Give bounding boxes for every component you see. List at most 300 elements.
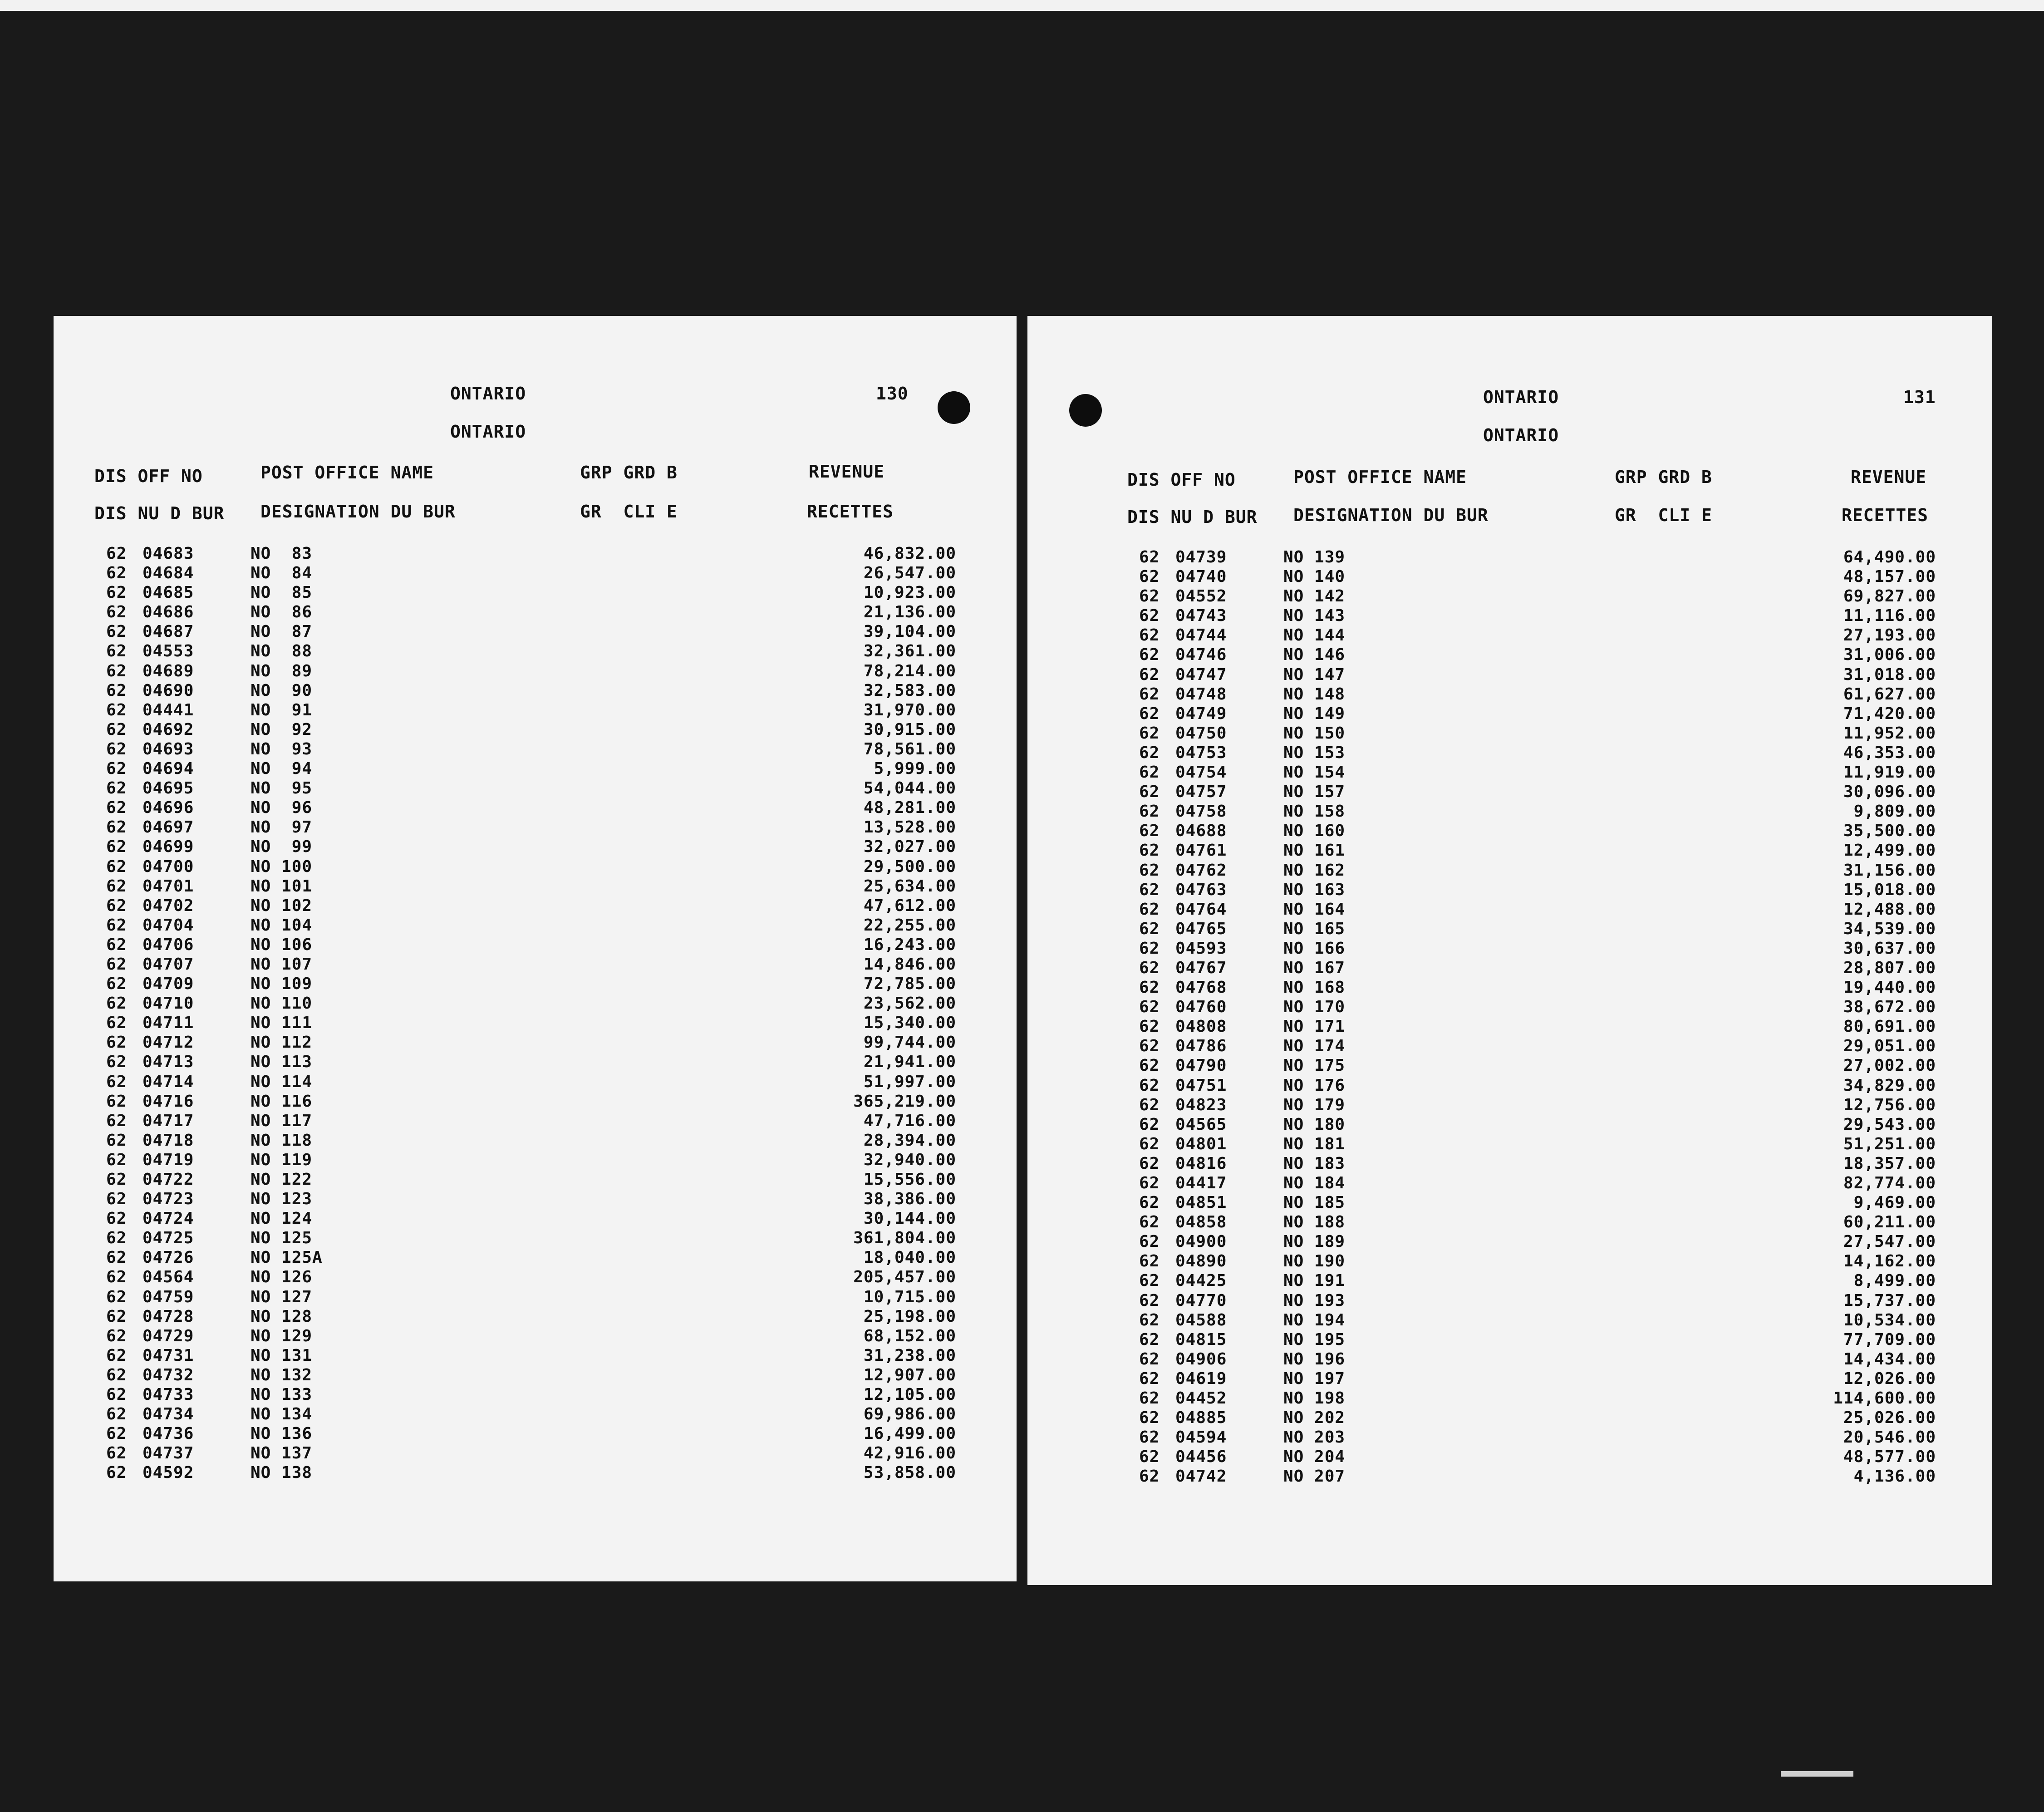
table-row (106, 935, 956, 955)
table-row (106, 583, 956, 602)
table-row (1139, 900, 1936, 919)
table-row (106, 661, 956, 681)
post-office-name-cell: NO 86 (251, 603, 313, 622)
office-number-cell: 04726 (142, 1248, 194, 1267)
table-row (106, 1209, 956, 1228)
post-office-name-cell: NO 119 (251, 1150, 313, 1169)
table-row (106, 1463, 956, 1482)
revenue-cell: 11,116.00 (1843, 606, 1936, 625)
post-office-name-cell: NO 109 (251, 975, 313, 994)
revenue-cell: 68,152.00 (863, 1326, 956, 1345)
office-number-cell: 04858 (1175, 1213, 1227, 1232)
page-131 (1027, 316, 1992, 1585)
post-office-name-cell: NO 100 (251, 857, 313, 876)
office-number-cell: 04699 (142, 837, 194, 857)
post-office-name-cell: NO 127 (251, 1287, 313, 1306)
revenue-cell: 9,809.00 (1853, 802, 1936, 821)
post-office-name-cell: NO 133 (251, 1385, 313, 1404)
district-cell: 62 (1139, 665, 1160, 684)
post-office-name-cell: NO 142 (1283, 587, 1346, 606)
district-cell: 62 (1139, 1271, 1160, 1290)
office-number-cell: 04713 (142, 1053, 194, 1072)
district-cell: 62 (1139, 1056, 1160, 1075)
office-number-cell: 04592 (142, 1463, 194, 1482)
post-office-name-cell: NO 146 (1283, 645, 1346, 665)
revenue-cell: 12,105.00 (863, 1385, 956, 1404)
post-office-name-cell: NO 195 (1283, 1330, 1346, 1349)
post-office-name-cell: NO 91 (251, 700, 313, 719)
revenue-cell: 12,907.00 (863, 1365, 956, 1384)
revenue-cell: 25,634.00 (863, 876, 956, 896)
district-cell: 62 (1139, 822, 1160, 841)
revenue-cell: 15,018.00 (1843, 880, 1936, 899)
office-number-cell: 04588 (1175, 1310, 1227, 1329)
office-number-cell: 04456 (1175, 1448, 1227, 1467)
revenue-cell: 35,500.00 (1843, 822, 1936, 841)
post-office-name-cell: NO 97 (251, 818, 313, 837)
post-office-name-cell: NO 148 (1283, 684, 1346, 704)
district-cell: 62 (106, 642, 127, 661)
table-row (106, 974, 956, 994)
revenue-cell: 9,469.00 (1853, 1193, 1936, 1212)
district-cell: 62 (1139, 880, 1160, 899)
table-row (1139, 665, 1936, 684)
district-cell: 62 (106, 994, 127, 1013)
post-office-name-cell: NO 116 (251, 1092, 313, 1111)
post-office-name-cell: NO 90 (251, 681, 313, 700)
table-row (106, 994, 956, 1013)
table-row (106, 1150, 956, 1170)
office-number-cell: 04695 (142, 779, 194, 798)
table-row (106, 1052, 956, 1072)
table-row (106, 837, 956, 857)
district-cell: 62 (1139, 684, 1160, 704)
revenue-cell: 28,394.00 (863, 1131, 956, 1150)
revenue-cell: 34,539.00 (1843, 919, 1936, 938)
col-header-gr-cli: GR CLI E (1615, 505, 1712, 525)
table-row (1139, 1173, 1936, 1193)
post-office-name-cell: NO 117 (251, 1111, 313, 1130)
revenue-cell: 34,829.00 (1843, 1076, 1936, 1095)
revenue-cell: 16,499.00 (863, 1424, 956, 1443)
table-row (1139, 997, 1936, 1017)
post-office-name-cell: NO 193 (1283, 1291, 1346, 1310)
office-number-cell: 04801 (1175, 1134, 1227, 1153)
office-number-cell: 04688 (1175, 822, 1227, 841)
district-cell: 62 (106, 798, 127, 817)
office-number-cell: 04759 (142, 1287, 194, 1306)
office-number-cell: 04685 (142, 583, 194, 602)
table-row (106, 817, 956, 837)
office-number-cell: 04760 (1175, 998, 1227, 1017)
table-row (106, 681, 956, 700)
district-cell: 62 (106, 896, 127, 915)
page-number: 131 (1903, 387, 1936, 407)
post-office-name-cell: NO 128 (251, 1307, 313, 1326)
post-office-name-cell: NO 111 (251, 1014, 313, 1033)
district-cell: 62 (106, 603, 127, 622)
post-office-name-cell: NO 171 (1283, 1017, 1346, 1036)
table-row (1139, 1056, 1936, 1075)
revenue-cell: 12,488.00 (1843, 900, 1936, 919)
post-office-name-cell: NO 154 (1283, 763, 1346, 782)
table-row (1139, 1134, 1936, 1154)
post-office-name-cell: NO 89 (251, 661, 313, 680)
district-cell: 62 (1139, 1193, 1160, 1212)
col-header-dis-nu-bur: DIS NU D BUR (94, 503, 225, 523)
table-row (106, 1404, 956, 1424)
district-cell: 62 (106, 1209, 127, 1228)
table-row (1139, 1291, 1936, 1310)
table-row (1139, 567, 1936, 586)
office-number-cell: 04706 (142, 935, 194, 954)
post-office-name-cell: NO 110 (251, 994, 313, 1013)
office-number-cell: 04714 (142, 1072, 194, 1091)
post-office-name-cell: NO 143 (1283, 606, 1346, 625)
revenue-cell: 11,919.00 (1843, 763, 1936, 782)
table-row (1139, 978, 1936, 997)
office-number-cell: 04724 (142, 1209, 194, 1228)
revenue-cell: 21,941.00 (863, 1053, 956, 1072)
table-row (106, 1287, 956, 1307)
revenue-cell: 10,534.00 (1843, 1310, 1936, 1329)
office-number-cell: 04700 (142, 857, 194, 876)
revenue-cell: 38,386.00 (863, 1190, 956, 1209)
revenue-cell: 18,040.00 (863, 1248, 956, 1267)
office-number-cell: 04764 (1175, 900, 1227, 919)
revenue-cell: 15,340.00 (863, 1014, 956, 1033)
table-row (1139, 1408, 1936, 1428)
office-number-cell: 04768 (1175, 978, 1227, 997)
revenue-cell: 80,691.00 (1843, 1017, 1936, 1036)
post-office-name-cell: NO 85 (251, 583, 313, 602)
revenue-cell: 42,916.00 (863, 1444, 956, 1463)
district-cell: 62 (106, 1014, 127, 1033)
district-cell: 62 (106, 1229, 127, 1248)
office-number-cell: 04748 (1175, 684, 1227, 704)
revenue-cell: 12,499.00 (1843, 841, 1936, 860)
district-cell: 62 (106, 583, 127, 602)
revenue-cell: 13,528.00 (863, 818, 956, 837)
col-header-revenue: REVENUE (809, 462, 885, 482)
post-office-name-cell: NO 147 (1283, 665, 1346, 684)
post-office-name-cell: NO 197 (1283, 1369, 1346, 1388)
post-office-name-cell: NO 84 (251, 564, 313, 583)
district-cell: 62 (106, 1307, 127, 1326)
office-number-cell: 04762 (1175, 861, 1227, 880)
office-number-cell: 04744 (1175, 626, 1227, 645)
post-office-name-cell: NO 150 (1283, 724, 1346, 743)
scan-top-border (0, 0, 2044, 11)
post-office-name-cell: NO 158 (1283, 802, 1346, 821)
district-cell: 62 (1139, 606, 1160, 625)
table-row (106, 602, 956, 622)
table-row (1139, 1330, 1936, 1349)
table-row (106, 1307, 956, 1326)
post-office-name-cell: NO 138 (251, 1463, 313, 1482)
col-header-designation: DESIGNATION DU BUR (1293, 505, 1489, 525)
revenue-cell: 64,490.00 (1843, 548, 1936, 566)
office-number-cell: 04709 (142, 975, 194, 994)
district-cell: 62 (1139, 548, 1160, 566)
district-cell: 62 (106, 1385, 127, 1404)
revenue-cell: 29,500.00 (863, 857, 956, 876)
table-row (106, 916, 956, 935)
office-number-cell: 04851 (1175, 1193, 1227, 1212)
post-office-name-cell: NO 194 (1283, 1310, 1346, 1329)
district-cell: 62 (106, 739, 127, 758)
district-cell: 62 (106, 564, 127, 583)
district-cell: 62 (106, 1365, 127, 1384)
office-number-cell: 04719 (142, 1150, 194, 1169)
office-number-cell: 04619 (1175, 1369, 1227, 1388)
office-number-cell: 04441 (142, 700, 194, 719)
district-cell: 62 (106, 876, 127, 896)
revenue-cell: 31,018.00 (1843, 665, 1936, 684)
table-row (1139, 1095, 1936, 1115)
revenue-cell: 25,198.00 (863, 1307, 956, 1326)
table-row (1139, 1389, 1936, 1408)
district-cell: 62 (1139, 587, 1160, 606)
table-row (1139, 1036, 1936, 1056)
table-row (106, 739, 956, 759)
office-number-cell: 04693 (142, 739, 194, 758)
revenue-cell: 30,637.00 (1843, 939, 1936, 958)
office-number-cell: 04452 (1175, 1389, 1227, 1408)
province-title-fr: ONTARIO (1483, 425, 1559, 445)
post-office-name-cell: NO 161 (1283, 841, 1346, 860)
revenue-cell: 48,577.00 (1843, 1448, 1936, 1467)
post-office-name-cell: NO 185 (1283, 1193, 1346, 1212)
district-cell: 62 (1139, 1115, 1160, 1134)
col-header-dis-off-no: DIS OFF NO (1127, 470, 1236, 490)
revenue-cell: 114,600.00 (1833, 1389, 1936, 1408)
revenue-cell: 15,556.00 (863, 1170, 956, 1189)
table-row (1139, 1428, 1936, 1447)
col-header-recettes: RECETTES (807, 502, 894, 522)
post-office-name-cell: NO 101 (251, 876, 313, 896)
office-number-cell: 04733 (142, 1385, 194, 1404)
punch-hole-left (938, 391, 970, 424)
revenue-cell: 14,434.00 (1843, 1349, 1936, 1369)
post-office-name-cell: NO 198 (1283, 1389, 1346, 1408)
table-row (1139, 1232, 1936, 1251)
revenue-cell: 5,999.00 (874, 759, 956, 778)
table-row (1139, 880, 1936, 900)
post-office-name-cell: NO 92 (251, 720, 313, 739)
district-cell: 62 (1139, 802, 1160, 821)
district-cell: 62 (106, 837, 127, 857)
office-number-cell: 04758 (1175, 802, 1227, 821)
table-row (1139, 1212, 1936, 1232)
office-number-cell: 04750 (1175, 724, 1227, 743)
office-number-cell: 04697 (142, 818, 194, 837)
post-office-name-cell: NO 183 (1283, 1154, 1346, 1173)
office-number-cell: 04690 (142, 681, 194, 700)
revenue-cell: 22,255.00 (863, 916, 956, 935)
revenue-cell: 48,281.00 (863, 798, 956, 817)
post-office-name-cell: NO 118 (251, 1131, 313, 1150)
table-row (106, 700, 956, 720)
table-row (106, 798, 956, 817)
office-number-cell: 04767 (1175, 958, 1227, 977)
post-office-name-cell: NO 114 (251, 1072, 313, 1091)
post-office-name-cell: NO 184 (1283, 1174, 1346, 1192)
office-number-cell: 04707 (142, 955, 194, 974)
post-office-name-cell: NO 131 (251, 1346, 313, 1365)
office-number-cell: 04747 (1175, 665, 1227, 684)
table-row (1139, 1017, 1936, 1036)
table-row (1139, 684, 1936, 704)
revenue-cell: 60,211.00 (1843, 1213, 1936, 1232)
post-office-name-cell: NO 112 (251, 1033, 313, 1052)
post-office-name-cell: NO 176 (1283, 1076, 1346, 1095)
revenue-cell: 30,096.00 (1843, 783, 1936, 802)
table-row (1139, 1251, 1936, 1271)
district-cell: 62 (106, 916, 127, 935)
post-office-name-cell: NO 167 (1283, 958, 1346, 977)
revenue-cell: 32,940.00 (863, 1150, 956, 1169)
post-office-name-cell: NO 202 (1283, 1408, 1346, 1428)
district-cell: 62 (106, 1248, 127, 1267)
district-cell: 62 (106, 955, 127, 974)
post-office-name-cell: NO 93 (251, 739, 313, 758)
table-row (1139, 821, 1936, 841)
district-cell: 62 (106, 1444, 127, 1463)
district-cell: 62 (1139, 1389, 1160, 1408)
office-number-cell: 04552 (1175, 587, 1227, 606)
district-cell: 62 (1139, 1330, 1160, 1349)
post-office-name-cell: NO 106 (251, 935, 313, 954)
revenue-cell: 69,986.00 (863, 1405, 956, 1424)
table-row (106, 778, 956, 798)
table-row (1139, 1447, 1936, 1467)
district-cell: 62 (106, 1092, 127, 1111)
district-cell: 62 (1139, 783, 1160, 802)
table-row (1139, 958, 1936, 978)
office-number-cell: 04417 (1175, 1174, 1227, 1192)
table-row (106, 1111, 956, 1131)
revenue-cell: 39,104.00 (863, 622, 956, 641)
district-cell: 62 (1139, 861, 1160, 880)
district-cell: 62 (1139, 1232, 1160, 1251)
office-number-cell: 04737 (142, 1444, 194, 1463)
office-number-cell: 04694 (142, 759, 194, 778)
post-office-name-cell: NO 139 (1283, 548, 1346, 566)
post-office-name-cell: NO 102 (251, 896, 313, 915)
district-cell: 62 (1139, 567, 1160, 586)
district-cell: 62 (1139, 1428, 1160, 1447)
post-office-name-cell: NO 137 (251, 1444, 313, 1463)
district-cell: 62 (1139, 1310, 1160, 1329)
table-row (1139, 704, 1936, 724)
table-row (1139, 782, 1936, 802)
revenue-cell: 53,858.00 (863, 1463, 956, 1482)
office-number-cell: 04816 (1175, 1154, 1227, 1173)
district-cell: 62 (106, 779, 127, 798)
revenue-cell: 72,785.00 (863, 975, 956, 994)
revenue-cell: 29,051.00 (1843, 1037, 1936, 1056)
table-row (106, 1013, 956, 1033)
revenue-cell: 8,499.00 (1853, 1271, 1936, 1290)
district-cell: 62 (1139, 1037, 1160, 1056)
table-row (106, 896, 956, 916)
revenue-cell: 47,716.00 (863, 1111, 956, 1130)
table-row (106, 720, 956, 739)
punch-hole-right (1069, 394, 1102, 427)
table-row (1139, 1193, 1936, 1212)
col-header-post-office-name: POST OFFICE NAME (260, 463, 434, 483)
district-cell: 62 (1139, 939, 1160, 958)
col-header-grp-grd: GRP GRD B (1615, 467, 1712, 487)
revenue-cell: 27,547.00 (1843, 1232, 1936, 1251)
office-number-cell: 04765 (1175, 919, 1227, 938)
revenue-cell: 51,251.00 (1843, 1134, 1936, 1153)
office-number-cell: 04749 (1175, 704, 1227, 723)
table-row (1139, 1076, 1936, 1095)
district-cell: 62 (1139, 998, 1160, 1017)
post-office-name-cell: NO 113 (251, 1053, 313, 1072)
revenue-cell: 361,804.00 (853, 1229, 956, 1248)
post-office-name-cell: NO 123 (251, 1190, 313, 1209)
revenue-cell: 16,243.00 (863, 935, 956, 954)
table-row (106, 1248, 956, 1267)
post-office-name-cell: NO 136 (251, 1424, 313, 1443)
district-cell: 62 (1139, 958, 1160, 977)
office-number-cell: 04594 (1175, 1428, 1227, 1447)
table-row (1139, 841, 1936, 860)
post-office-name-cell: NO 144 (1283, 626, 1346, 645)
district-cell: 62 (106, 720, 127, 739)
post-office-name-cell: NO 189 (1283, 1232, 1346, 1251)
district-cell: 62 (106, 1463, 127, 1482)
revenue-cell: 4,136.00 (1853, 1467, 1936, 1486)
office-number-cell: 04740 (1175, 567, 1227, 586)
office-number-cell: 04906 (1175, 1349, 1227, 1369)
revenue-table-131 (1139, 547, 1936, 1487)
district-cell: 62 (106, 1072, 127, 1091)
table-row (106, 544, 956, 563)
post-office-name-cell: NO 207 (1283, 1467, 1346, 1486)
post-office-name-cell: NO 190 (1283, 1252, 1346, 1271)
col-header-post-office-name: POST OFFICE NAME (1293, 467, 1467, 487)
district-cell: 62 (106, 1346, 127, 1365)
revenue-cell: 205,457.00 (853, 1268, 956, 1287)
province-title-fr: ONTARIO (450, 422, 526, 442)
revenue-cell: 78,214.00 (863, 661, 956, 680)
office-number-cell: 04687 (142, 622, 194, 641)
office-number-cell: 04689 (142, 661, 194, 680)
table-row (106, 1228, 956, 1248)
post-office-name-cell: NO 140 (1283, 567, 1346, 586)
post-office-name-cell: NO 99 (251, 837, 313, 857)
revenue-cell: 25,026.00 (1843, 1408, 1936, 1428)
office-number-cell: 04712 (142, 1033, 194, 1052)
district-cell: 62 (106, 818, 127, 837)
office-number-cell: 04723 (142, 1190, 194, 1209)
district-cell: 62 (1139, 724, 1160, 743)
table-row (106, 1033, 956, 1052)
table-row (106, 1189, 956, 1209)
district-cell: 62 (1139, 1174, 1160, 1192)
district-cell: 62 (106, 1150, 127, 1169)
post-office-name-cell: NO 160 (1283, 822, 1346, 841)
revenue-cell: 99,744.00 (863, 1033, 956, 1052)
revenue-cell: 78,561.00 (863, 739, 956, 758)
col-header-recettes: RECETTES (1842, 505, 1929, 525)
revenue-cell: 12,756.00 (1843, 1095, 1936, 1114)
table-row (106, 876, 956, 896)
